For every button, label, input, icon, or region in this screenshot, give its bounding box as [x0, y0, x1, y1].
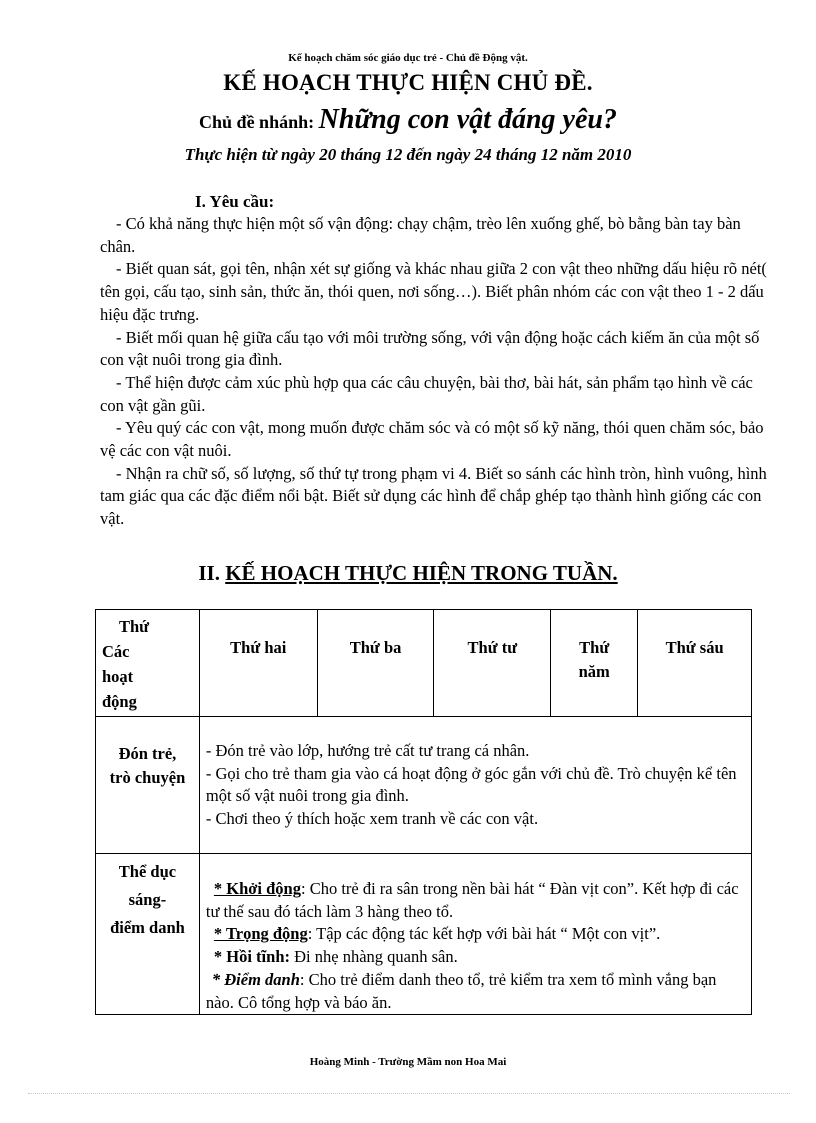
- day-header-monday: Thứ hai: [199, 610, 317, 717]
- requirement-item: - Biết mối quan hệ giữa cấu tạo với môi trường sống, với vận động hoặc cách kiếm ăn của một số con vật nuôi trong gia đình.: [100, 327, 760, 370]
- corner-line: hoạt: [102, 667, 134, 686]
- exercise-text: Đi nhẹ nhàng quanh sân.: [290, 947, 458, 967]
- main-title: KẾ HOẠCH THỰC HIỆN CHỦ ĐỀ.: [223, 70, 593, 95]
- day-header-thursday: Thứ năm: [551, 610, 638, 717]
- exercise-key: * Điểm danh: [211, 969, 300, 989]
- subtopic: [0, 104, 816, 136]
- requirement-item: - Nhận ra chữ số, số lượng, số thứ tự trong phạm vi 4. Biết so sánh các hình tròn, hình vuông, hình tam giác qua các đặc điểm nổi bật. Biết sử dụng các hình để chắp ghép tạo thành hình giống các con vật.: [100, 463, 767, 529]
- corner-line: động: [102, 692, 137, 711]
- requirement-item: - Yêu quý các con vật, mong muốn được chăm sóc và có một số kỹ năng, thói quen chăm sóc, bảo vệ các con vật nuôi.: [100, 418, 764, 461]
- table-row: [96, 717, 752, 854]
- requirement-item: - Thể hiện được cảm xúc phù hợp qua các câu chuyện, bài thơ, bài hát, sản phẩm tạo hình về các con vật gần gũi.: [100, 372, 753, 415]
- exercise-text: : Tập các động tác kết hợp với bài hát “ Một con vịt”.: [307, 924, 661, 944]
- section2-prefix: II.: [198, 561, 226, 585]
- section1-title: I. Yêu cầu:: [195, 192, 275, 211]
- row-label-line: sáng-: [128, 890, 167, 909]
- row-label-exercise: [96, 854, 200, 1015]
- exercise-item: [206, 923, 743, 946]
- exercise-item: [206, 969, 743, 1014]
- activity-line: - Đón trẻ vào lớp, hướng trẻ cất tư trang cá nhân.: [205, 741, 530, 760]
- header-note: Kế hoạch chăm sóc giáo dục trẻ - Chủ đề Động vật.: [288, 52, 528, 64]
- row-label-line: Đón trẻ,: [118, 744, 177, 763]
- row-label-welcome: [96, 717, 200, 854]
- subtopic-label: Chủ đề nhánh:: [199, 112, 319, 132]
- exercise-item: [206, 878, 743, 923]
- exercise-item: [206, 946, 743, 969]
- day-header-friday: Thứ sáu: [638, 610, 752, 717]
- requirement-item: - Có khả năng thực hiện một số vận động: chạy chậm, trèo lên xuống ghế, bò bằng bàn tay bàn chân.: [100, 214, 741, 256]
- day-header-tuesday: Thứ ba: [317, 610, 434, 717]
- footer: Hoàng Minh - Trường Mầm non Hoa Mai: [309, 1056, 507, 1068]
- day-header-wednesday: Thứ tư: [434, 610, 551, 717]
- exercise-text: : Cho trẻ điểm danh theo tổ, trẻ kiểm tra xem tổ mình vắng bạn nào. Cô tổng hợp và báo ăn.: [205, 969, 717, 1012]
- row-label-line: điểm danh: [110, 918, 185, 937]
- welcome-content: [199, 717, 751, 854]
- section2-title-text: KẾ HOẠCH THỰC HIỆN TRONG TUẦN.: [225, 561, 618, 585]
- section2-title: [0, 561, 816, 586]
- exercise-key: * Hồi tĩnh:: [213, 947, 290, 967]
- table-header-row: [96, 610, 752, 717]
- row-label-line: trò chuyện: [109, 768, 186, 787]
- activity-line: - Gọi cho trẻ tham gia vào cá hoạt động ở góc gắn với chủ đề. Trò chuyện kể tên một số vật nuôi trong gia đình.: [205, 763, 737, 806]
- table-row: [96, 854, 752, 1015]
- date-range: Thực hiện từ ngày 20 tháng 12 đến ngày 24 tháng 12 năm 2010: [184, 145, 632, 164]
- exercise-key: * Khởi động: [213, 879, 301, 898]
- corner-line: Thứ: [119, 617, 150, 636]
- requirements-list: [100, 213, 768, 531]
- exercise-key: * Trọng động: [213, 924, 308, 944]
- corner-line: Các: [102, 642, 130, 661]
- row-label-line: Thể dục: [118, 862, 177, 881]
- requirement-item: - Biết quan sát, gọi tên, nhận xét sự giống và khác nhau giữa 2 con vật theo những dấu hiệu rõ nét( tên gọi, cấu tạo, sinh sản, thức ăn, thói quen, nơi sống…). Biết phân nhóm các con vật theo 1 - 2 dấu hiệu đặc trưng.: [100, 259, 767, 324]
- activity-line: - Chơi theo ý thích hoặc xem tranh về các con vật.: [205, 809, 539, 829]
- page-divider: [28, 1093, 790, 1094]
- corner-header: [96, 610, 200, 717]
- weekly-plan-table: [95, 609, 752, 1015]
- exercise-text: : Cho trẻ đi ra sân trong nền bài hát “ Đàn vịt con”. Kết hợp đi các tư thế sau đó tách làm 3 hàng theo tổ.: [205, 879, 739, 921]
- exercise-content: [199, 854, 751, 1015]
- subtopic-value: Những con vật đáng yêu?: [318, 104, 617, 135]
